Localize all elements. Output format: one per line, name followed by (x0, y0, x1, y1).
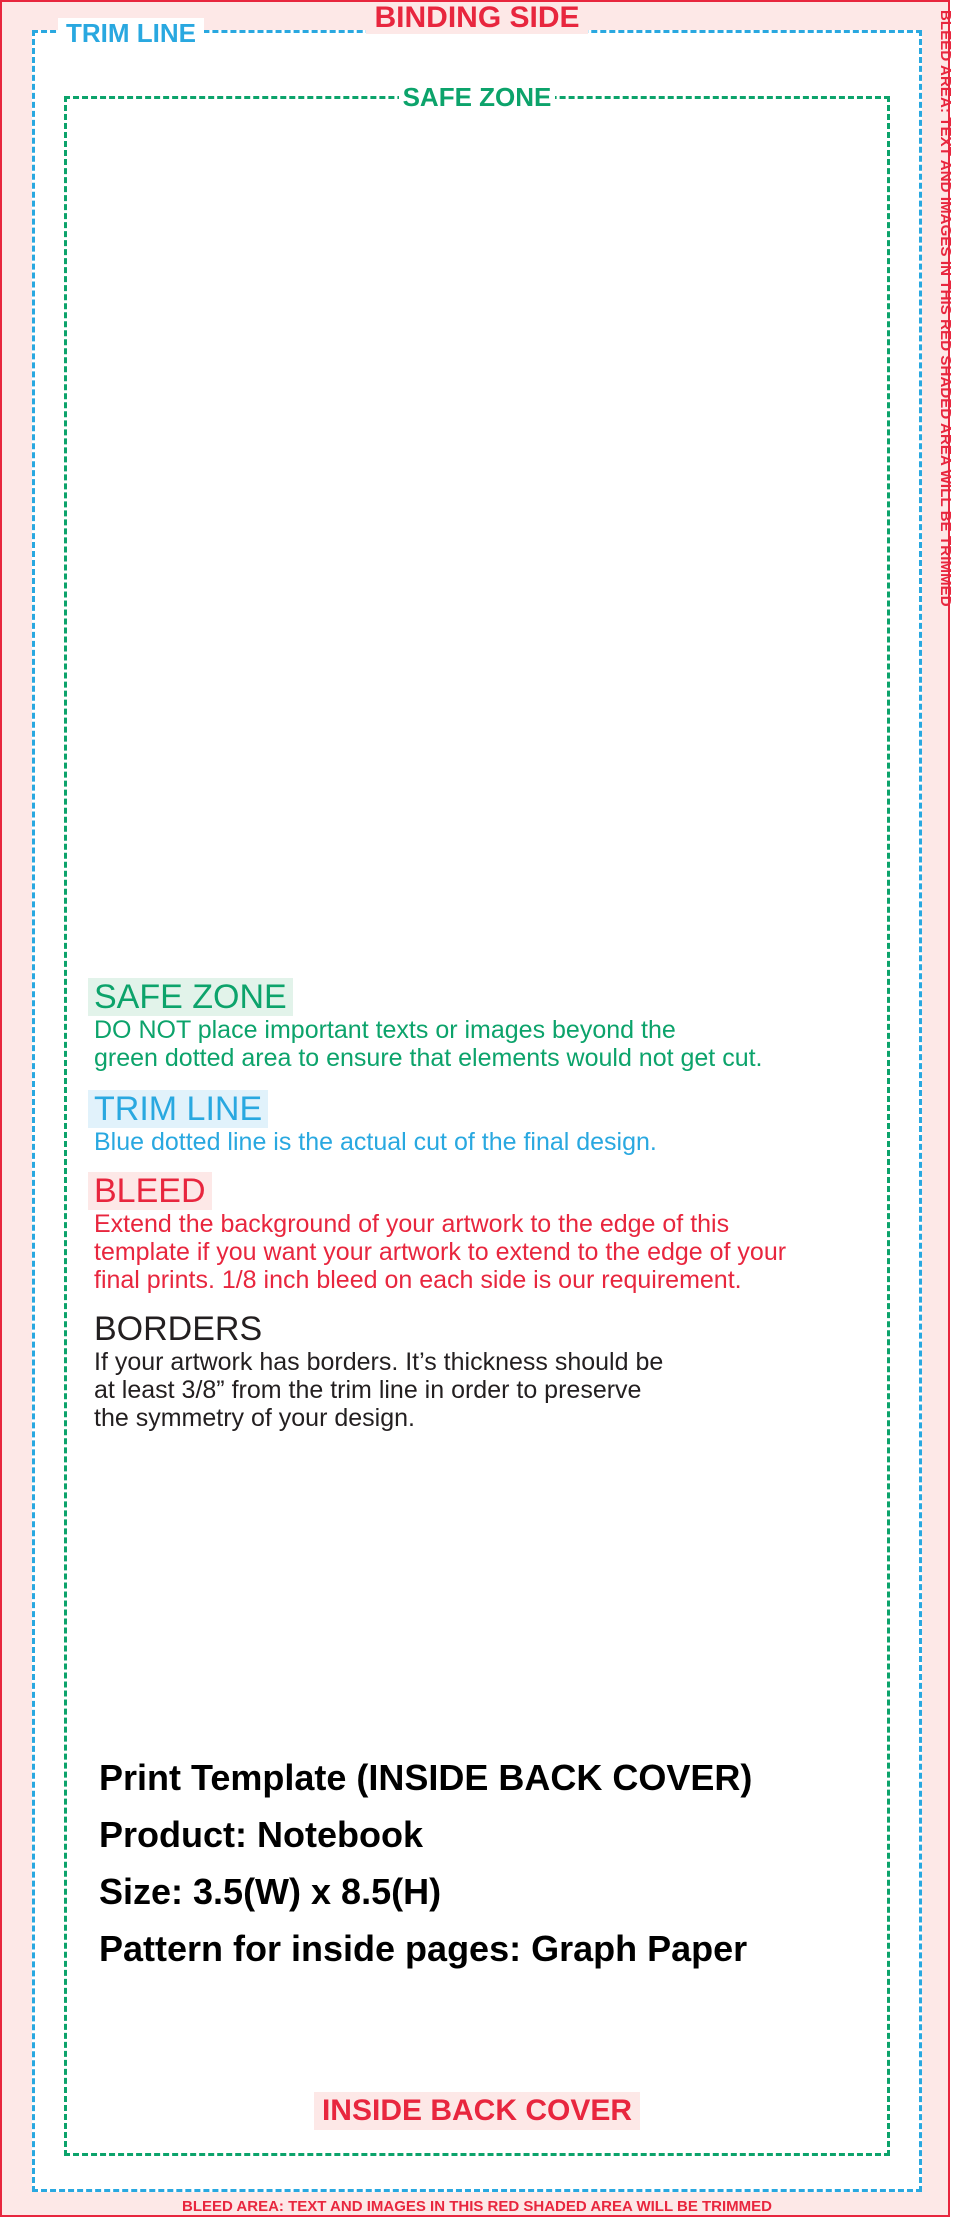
spec-pattern: Pattern for inside pages: Graph Paper (99, 1928, 748, 1969)
trim-line-info (94, 1090, 884, 1156)
bleed-area-side-notice: BLEED AREA: TEXT AND IMAGES IN THIS RED SHADED AREA WILL BE TRIMMED (937, 10, 954, 607)
binding-side-label: BINDING SIDE (366, 2, 587, 34)
safe-zone-title: SAFE ZONE (88, 978, 293, 1016)
spec-product: Product: Notebook (99, 1814, 423, 1855)
trim-line-label: TRIM LINE (58, 18, 204, 48)
safe-zone-text: DO NOT place important texts or images beyond the green dotted area to ensure that elements would not get cut. (94, 1016, 763, 1072)
trim-line-text: Blue dotted line is the actual cut of the final design. (94, 1128, 657, 1156)
inside-back-cover-banner (2, 2092, 952, 2130)
inside-back-cover-label: INSIDE BACK COVER (314, 2092, 640, 2130)
safe-zone-header (2, 82, 952, 112)
borders-text: If your artwork has borders. It’s thickness should be at least 3/8” from the trim line in order to preserve the symmetry of your design. (94, 1348, 664, 1432)
safe-zone-label: SAFE ZONE (399, 82, 556, 112)
safe-zone-info (94, 978, 884, 1072)
bleed-title: BLEED (88, 1172, 212, 1210)
trim-line-title: TRIM LINE (88, 1090, 268, 1128)
spec-size: Size: 3.5(W) x 8.5(H) (99, 1871, 442, 1912)
bleed-area-bottom-notice: BLEED AREA: TEXT AND IMAGES IN THIS RED SHADED AREA WILL BE TRIMMED (181, 2198, 772, 2215)
borders-info (94, 1310, 884, 1432)
bleed-info (94, 1172, 884, 1294)
bleed-text: Extend the background of your artwork to the edge of this template if you want your artwork to extend to the edge of your final prints. 1/8 inch bleed on each side is our requirement. (94, 1210, 787, 1294)
spec-template: Print Template (INSIDE BACK COVER) (99, 1757, 753, 1798)
borders-title: BORDERS (94, 1310, 263, 1348)
